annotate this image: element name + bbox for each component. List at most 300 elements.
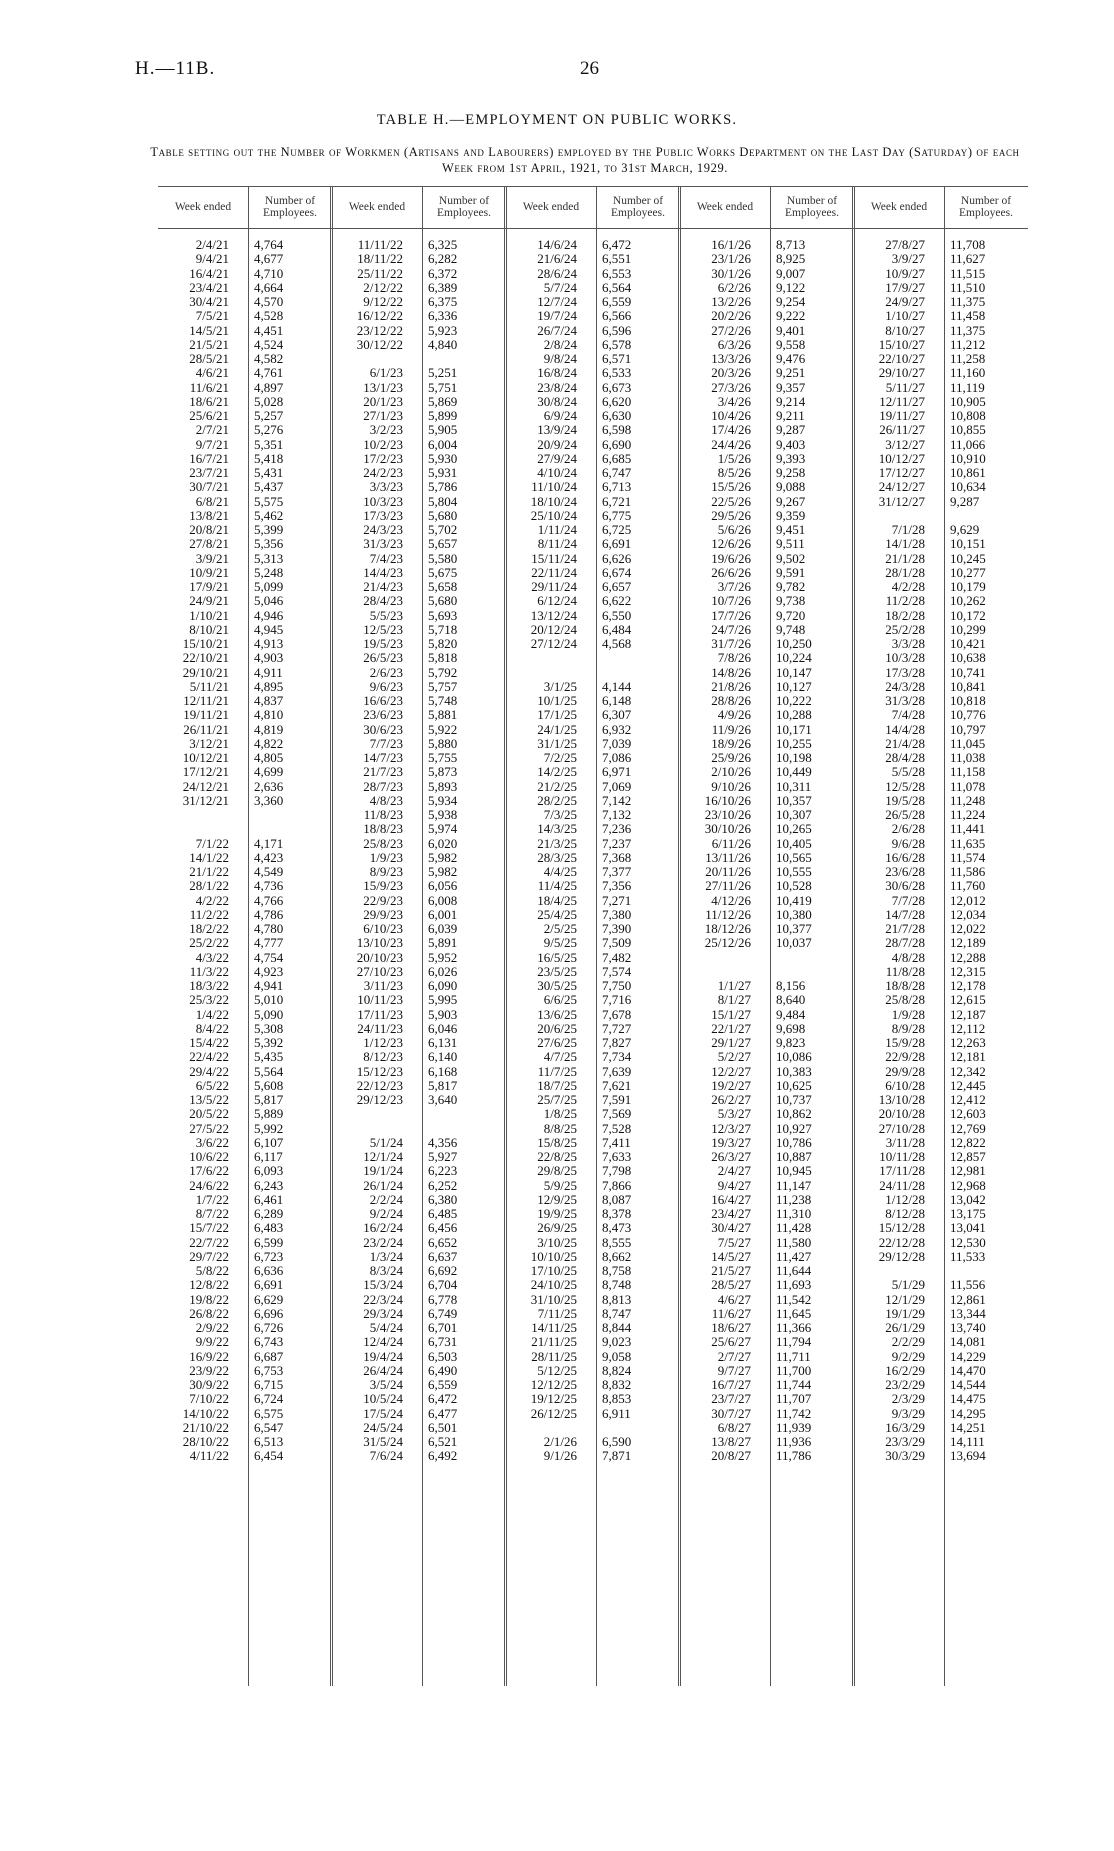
employees-cell: 10,449 bbox=[776, 764, 812, 780]
week-ended-cell: 14/1/22 bbox=[189, 849, 229, 865]
week-ended-cell: 18/2/28 bbox=[885, 607, 925, 623]
week-ended-cell: 15/9/23 bbox=[363, 878, 403, 894]
week-ended-cell: 10/4/26 bbox=[711, 408, 751, 423]
table-row bbox=[680, 1293, 854, 1307]
table-row bbox=[854, 466, 1028, 480]
week-ended-header: Week ended bbox=[870, 201, 928, 213]
week-ended-cell: 6/5/22 bbox=[195, 1077, 229, 1093]
table-row bbox=[854, 395, 1028, 409]
employees-cell: 11,556 bbox=[950, 1277, 986, 1293]
week-ended-cell: 8/9/23 bbox=[369, 864, 403, 879]
table-row bbox=[680, 1378, 854, 1392]
table-row bbox=[158, 552, 332, 566]
week-ended-cell: 29/4/22 bbox=[189, 1063, 229, 1079]
table-row bbox=[332, 623, 506, 637]
table-row bbox=[854, 423, 1028, 437]
employees-cell: 4,761 bbox=[254, 365, 284, 381]
employees-cell: 6,492 bbox=[428, 1448, 458, 1464]
table-row bbox=[506, 1079, 680, 1093]
table-row bbox=[332, 1022, 506, 1036]
employees-cell: 5,757 bbox=[428, 678, 458, 694]
table-row bbox=[854, 1435, 1028, 1449]
employees-cell: 6,461 bbox=[254, 1191, 284, 1207]
employees-cell: 6,223 bbox=[428, 1163, 458, 1179]
table-row bbox=[680, 1093, 854, 1107]
employees-cell: 6,547 bbox=[254, 1419, 284, 1435]
week-ended-cell: 28/6/24 bbox=[537, 265, 577, 281]
week-ended-cell: 11/6/27 bbox=[711, 1305, 751, 1321]
employees-cell: 4,423 bbox=[254, 849, 284, 865]
week-ended-cell: 10/12/27 bbox=[878, 450, 925, 466]
employees-cell: 6,721 bbox=[602, 493, 632, 509]
table-row bbox=[680, 338, 854, 352]
table-row bbox=[158, 708, 332, 722]
table-row bbox=[680, 751, 854, 765]
table-row bbox=[680, 1036, 854, 1050]
employees-header: Number of Employees. bbox=[959, 195, 1013, 219]
employees-cell: 10,086 bbox=[776, 1049, 812, 1065]
week-ended-cell: 28/7/23 bbox=[363, 778, 403, 794]
table-row bbox=[854, 452, 1028, 466]
week-ended-cell: 10/5/24 bbox=[363, 1391, 403, 1407]
week-ended-cell: 21/2/25 bbox=[537, 778, 577, 794]
table-row bbox=[332, 1435, 506, 1449]
table-row bbox=[506, 780, 680, 794]
table-row bbox=[680, 609, 854, 623]
table-row bbox=[332, 1350, 506, 1364]
employees-cell: 5,982 bbox=[428, 864, 458, 879]
employees-cell: 10,172 bbox=[950, 607, 986, 623]
table-row bbox=[680, 780, 854, 794]
employees-cell: 6,325 bbox=[428, 237, 458, 252]
table-row bbox=[158, 1107, 332, 1121]
week-ended-cell: 12/1/24 bbox=[363, 1149, 403, 1164]
week-ended-cell: 22/10/21 bbox=[182, 650, 229, 666]
table-row bbox=[158, 651, 332, 665]
employees-cell: 8,555 bbox=[602, 1234, 632, 1250]
employees-cell: 7,678 bbox=[602, 1006, 632, 1022]
table-row bbox=[332, 1193, 506, 1207]
employees-cell: 10,171 bbox=[776, 721, 812, 737]
week-ended-cell: 12/6/26 bbox=[711, 536, 751, 552]
table-row bbox=[332, 794, 506, 808]
employees-cell: 8,813 bbox=[602, 1291, 632, 1307]
employees-cell: 11,644 bbox=[776, 1263, 812, 1278]
table-row bbox=[680, 1264, 854, 1278]
week-ended-cell: 5/4/24 bbox=[369, 1320, 403, 1335]
employees-cell: 6,971 bbox=[602, 764, 632, 780]
table-row bbox=[680, 580, 854, 594]
week-ended-cell: 17/11/28 bbox=[879, 1163, 925, 1179]
week-ended-cell: 1/12/28 bbox=[885, 1191, 925, 1207]
week-ended-cell: 16/1/26 bbox=[711, 237, 751, 252]
week-ended-cell: 8/11/24 bbox=[537, 536, 577, 552]
week-ended-cell: 18/4/25 bbox=[537, 892, 577, 908]
table-row bbox=[332, 1065, 506, 1079]
employees-cell: 5,575 bbox=[254, 493, 284, 509]
table-row bbox=[854, 580, 1028, 594]
employees-cell: 11,375 bbox=[950, 322, 986, 338]
table-row bbox=[506, 666, 680, 680]
week-ended-cell: 21/7/28 bbox=[885, 921, 925, 936]
table-row bbox=[158, 879, 332, 893]
table-row bbox=[158, 737, 332, 751]
employees-cell: 6,652 bbox=[428, 1234, 458, 1250]
table-row bbox=[854, 1264, 1028, 1278]
week-ended-cell: 16/7/27 bbox=[711, 1377, 751, 1392]
employees-cell: 10,147 bbox=[776, 664, 812, 680]
employees-cell: 5,923 bbox=[428, 322, 458, 338]
employees-cell: 9,451 bbox=[776, 522, 806, 537]
employees-cell: 4,897 bbox=[254, 379, 284, 395]
week-ended-cell: 18/2/22 bbox=[189, 921, 229, 936]
employees-cell: 11,760 bbox=[950, 878, 986, 894]
employees-cell: 10,151 bbox=[950, 536, 986, 552]
employees-cell: 14,229 bbox=[950, 1348, 986, 1364]
table-row bbox=[332, 352, 506, 366]
table-row bbox=[506, 1193, 680, 1207]
employees-cell: 6,911 bbox=[602, 1405, 631, 1421]
table-row bbox=[854, 566, 1028, 580]
employees-header: Number of Employees. bbox=[437, 195, 491, 219]
employees-cell: 6,090 bbox=[428, 978, 458, 993]
employees-cell: 5,276 bbox=[254, 422, 284, 438]
employees-cell: 10,265 bbox=[776, 821, 812, 837]
employees-cell: 5,905 bbox=[428, 422, 458, 438]
week-ended-cell: 2/4/21 bbox=[195, 237, 229, 252]
employees-cell: 6,753 bbox=[254, 1362, 284, 1378]
employees-cell: 7,727 bbox=[602, 1020, 632, 1036]
employees-cell: 5,090 bbox=[254, 1006, 284, 1022]
employees-cell: 5,934 bbox=[428, 792, 458, 808]
table-column-group bbox=[332, 186, 506, 1686]
week-ended-cell: 27/6/25 bbox=[537, 1035, 577, 1050]
table-row bbox=[680, 1107, 854, 1121]
employees-cell: 7,368 bbox=[602, 849, 632, 865]
employees-cell: 4,699 bbox=[254, 764, 284, 780]
week-ended-cell: 28/1/22 bbox=[189, 878, 229, 894]
week-ended-cell: 12/4/24 bbox=[363, 1334, 403, 1350]
week-ended-cell: 14/5/27 bbox=[711, 1248, 751, 1264]
table-row bbox=[506, 352, 680, 366]
table-row bbox=[332, 495, 506, 509]
employees-cell: 5,437 bbox=[254, 479, 284, 495]
table-row bbox=[854, 594, 1028, 608]
table-row bbox=[506, 1136, 680, 1150]
table-row bbox=[158, 1435, 332, 1449]
table-row bbox=[158, 1122, 332, 1136]
employees-cell: 7,866 bbox=[602, 1177, 632, 1193]
week-ended-cell: 27/10/23 bbox=[356, 963, 403, 979]
table-row bbox=[158, 1164, 332, 1178]
table-row bbox=[158, 238, 332, 252]
week-ended-cell: 12/11/21 bbox=[183, 693, 229, 708]
week-ended-cell: 8/12/28 bbox=[885, 1206, 925, 1221]
employees-cell: 6,575 bbox=[254, 1405, 284, 1421]
employees-cell: 10,288 bbox=[776, 707, 812, 723]
table-row bbox=[506, 1392, 680, 1406]
table-row bbox=[332, 509, 506, 523]
week-ended-cell: 7/7/28 bbox=[891, 892, 925, 908]
employees-cell: 4,777 bbox=[254, 935, 284, 951]
table-row bbox=[332, 694, 506, 708]
employees-cell: 4,764 bbox=[254, 237, 284, 252]
employees-cell: 4,786 bbox=[254, 906, 284, 922]
table-row bbox=[332, 452, 506, 466]
week-ended-cell: 9/5/25 bbox=[543, 935, 577, 951]
employees-cell: 5,974 bbox=[428, 821, 458, 837]
employees-cell: 5,952 bbox=[428, 949, 458, 965]
employees-cell: 6,715 bbox=[254, 1377, 284, 1392]
employees-cell: 6,566 bbox=[602, 308, 632, 324]
table-row bbox=[854, 309, 1028, 323]
employees-header: Number of Employees. bbox=[263, 195, 317, 219]
employees-cell: 5,099 bbox=[254, 579, 284, 594]
employees-cell: 10,127 bbox=[776, 678, 812, 694]
week-ended-cell: 21/3/25 bbox=[537, 835, 577, 851]
table-row bbox=[332, 1250, 506, 1264]
week-ended-cell: 20/6/25 bbox=[537, 1020, 577, 1036]
week-ended-cell: 31/12/21 bbox=[182, 792, 229, 808]
week-ended-cell: 10/3/28 bbox=[885, 650, 925, 666]
week-ended-cell: 11/11/22 bbox=[357, 237, 403, 252]
week-ended-cell: 23/6/23 bbox=[363, 707, 403, 723]
employees-cell: 10,887 bbox=[776, 1149, 812, 1164]
table-row bbox=[680, 1022, 854, 1036]
table-row bbox=[158, 366, 332, 380]
employees-cell: 12,968 bbox=[950, 1177, 986, 1193]
week-ended-cell: 8/5/26 bbox=[717, 465, 751, 480]
employees-cell: 6,140 bbox=[428, 1049, 458, 1065]
employees-cell: 6,578 bbox=[602, 336, 632, 352]
table-row bbox=[158, 281, 332, 295]
employees-cell: 10,625 bbox=[776, 1077, 812, 1093]
table-row bbox=[158, 1150, 332, 1164]
table-row bbox=[506, 366, 680, 380]
week-ended-cell: 24/3/23 bbox=[363, 522, 403, 537]
table-row bbox=[680, 1164, 854, 1178]
employees-cell: 5,658 bbox=[428, 579, 458, 594]
employees-cell: 6,724 bbox=[254, 1391, 284, 1407]
employees-cell: 8,662 bbox=[602, 1248, 632, 1264]
employees-cell: 9,393 bbox=[776, 450, 806, 466]
employees-cell: 5,982 bbox=[428, 849, 458, 865]
table-row bbox=[332, 965, 506, 979]
employees-cell: 11,212 bbox=[950, 336, 986, 352]
week-ended-cell: 19/3/27 bbox=[711, 1134, 751, 1150]
table-row bbox=[680, 794, 854, 808]
employees-cell: 11,515 bbox=[950, 265, 986, 281]
employees-cell: 5,903 bbox=[428, 1006, 458, 1022]
table-row bbox=[680, 1321, 854, 1335]
table-row bbox=[506, 623, 680, 637]
table-row bbox=[158, 324, 332, 338]
table-row bbox=[854, 1036, 1028, 1050]
employees-cell: 4,356 bbox=[428, 1134, 458, 1150]
week-ended-cell: 29/11/24 bbox=[531, 579, 577, 594]
employees-cell: 6,008 bbox=[428, 892, 458, 908]
employees-cell: 5,889 bbox=[254, 1106, 284, 1122]
week-ended-cell: 18/8/28 bbox=[885, 978, 925, 993]
week-ended-cell: 1/10/27 bbox=[885, 308, 925, 324]
table-row bbox=[506, 1293, 680, 1307]
employees-cell: 5,992 bbox=[254, 1120, 284, 1136]
table-row bbox=[332, 1449, 506, 1463]
table-row bbox=[506, 1364, 680, 1378]
table-column-group bbox=[506, 186, 680, 1686]
table-row bbox=[506, 381, 680, 395]
table-row bbox=[506, 1378, 680, 1392]
table-row bbox=[158, 423, 332, 437]
week-ended-cell: 30/5/25 bbox=[537, 978, 577, 993]
table-row bbox=[506, 751, 680, 765]
employees-cell: 4,171 bbox=[254, 835, 284, 851]
employees-cell: 4,840 bbox=[428, 336, 458, 352]
week-ended-cell: 26/1/24 bbox=[363, 1177, 403, 1193]
table-row bbox=[854, 324, 1028, 338]
employees-cell: 7,591 bbox=[602, 1092, 632, 1107]
employees-cell: 10,222 bbox=[776, 693, 812, 708]
week-ended-cell: 3/9/27 bbox=[891, 251, 925, 267]
employees-cell: 10,198 bbox=[776, 750, 812, 765]
table-row bbox=[158, 1079, 332, 1093]
employees-cell: 14,544 bbox=[950, 1377, 986, 1392]
table-row bbox=[332, 1036, 506, 1050]
week-ended-cell: 9/2/29 bbox=[891, 1348, 925, 1364]
table-row bbox=[854, 1164, 1028, 1178]
table-row bbox=[506, 1150, 680, 1164]
week-ended-cell: 26/9/25 bbox=[537, 1220, 577, 1236]
week-ended-cell: 12/5/28 bbox=[885, 778, 925, 794]
table-row bbox=[680, 252, 854, 266]
week-ended-cell: 27/5/22 bbox=[189, 1120, 229, 1136]
table-row bbox=[854, 694, 1028, 708]
week-ended-cell: 7/8/26 bbox=[717, 650, 751, 666]
week-ended-cell: 2/9/22 bbox=[195, 1320, 229, 1335]
week-ended-cell: 2/7/27 bbox=[717, 1348, 751, 1364]
employees-cell: 12,603 bbox=[950, 1106, 986, 1122]
table-row bbox=[854, 1093, 1028, 1107]
table-row bbox=[158, 822, 332, 836]
week-ended-cell: 4/4/25 bbox=[543, 864, 577, 879]
employees-cell: 10,910 bbox=[950, 450, 986, 466]
week-ended-cell: 15/8/25 bbox=[537, 1134, 577, 1150]
employees-cell: 6,372 bbox=[428, 265, 458, 281]
employees-cell: 6,673 bbox=[602, 379, 632, 395]
table-row bbox=[506, 837, 680, 851]
employees-cell: 10,818 bbox=[950, 693, 986, 708]
table-row bbox=[680, 922, 854, 936]
employees-cell: 6,456 bbox=[428, 1220, 458, 1236]
employees-cell: 12,530 bbox=[950, 1234, 986, 1250]
week-ended-cell: 31/12/27 bbox=[878, 493, 925, 509]
employees-cell: 11,238 bbox=[776, 1191, 812, 1207]
week-ended-cell: 15/10/21 bbox=[182, 636, 229, 651]
employees-cell: 11,627 bbox=[950, 251, 986, 267]
employees-cell: 7,411 bbox=[602, 1134, 631, 1150]
employees-cell: 12,178 bbox=[950, 978, 986, 993]
table-row bbox=[854, 1250, 1028, 1264]
week-ended-cell: 11/9/26 bbox=[711, 721, 751, 737]
group-double-rule bbox=[330, 186, 333, 1686]
week-ended-cell: 25/6/21 bbox=[189, 408, 229, 423]
week-ended-cell: 13/6/25 bbox=[537, 1006, 577, 1022]
employees-cell: 10,224 bbox=[776, 650, 812, 666]
table-row bbox=[854, 537, 1028, 551]
employees-cell: 6,743 bbox=[254, 1334, 284, 1350]
week-ended-cell: 30/4/21 bbox=[189, 294, 229, 309]
week-ended-cell: 1/9/28 bbox=[891, 1006, 925, 1022]
table-row bbox=[506, 1107, 680, 1121]
table-row bbox=[680, 708, 854, 722]
table-row bbox=[332, 780, 506, 794]
employees-cell: 10,855 bbox=[950, 422, 986, 438]
employees-cell: 9,254 bbox=[776, 294, 806, 309]
table-row bbox=[158, 666, 332, 680]
week-ended-cell: 14/2/25 bbox=[537, 764, 577, 780]
table-row bbox=[680, 238, 854, 252]
employees-cell: 5,657 bbox=[428, 536, 458, 552]
table-row bbox=[158, 466, 332, 480]
week-ended-cell: 29/3/24 bbox=[363, 1305, 403, 1321]
employees-cell: 6,503 bbox=[428, 1348, 458, 1364]
table-row bbox=[680, 1065, 854, 1079]
table-row bbox=[680, 865, 854, 879]
table-row bbox=[680, 552, 854, 566]
employees-cell: 6,726 bbox=[254, 1320, 284, 1335]
table-row bbox=[854, 1421, 1028, 1435]
week-ended-cell: 14/1/28 bbox=[885, 536, 925, 552]
week-ended-cell: 20/8/21 bbox=[189, 522, 229, 537]
week-ended-cell: 6/1/23 bbox=[369, 365, 403, 381]
employees-cell: 5,680 bbox=[428, 507, 458, 523]
table-row bbox=[332, 466, 506, 480]
employees-cell: 14,470 bbox=[950, 1362, 986, 1378]
week-ended-cell: 9/9/22 bbox=[195, 1334, 229, 1350]
employees-cell: 11,742 bbox=[776, 1405, 812, 1421]
table-row bbox=[158, 794, 332, 808]
table-row bbox=[854, 552, 1028, 566]
employees-cell: 11,580 bbox=[776, 1234, 812, 1250]
employees-cell: 12,861 bbox=[950, 1291, 986, 1307]
week-ended-cell: 27/8/21 bbox=[189, 536, 229, 552]
table-row bbox=[680, 281, 854, 295]
week-ended-cell: 10/6/22 bbox=[189, 1149, 229, 1164]
employees-cell: 4,524 bbox=[254, 336, 284, 352]
table-row bbox=[854, 908, 1028, 922]
week-ended-cell: 17/2/23 bbox=[363, 450, 403, 466]
week-ended-cell: 6/10/28 bbox=[885, 1077, 925, 1093]
week-ended-cell: 1/11/24 bbox=[537, 522, 577, 537]
table-row bbox=[854, 922, 1028, 936]
table-row bbox=[854, 723, 1028, 737]
table-row bbox=[680, 723, 854, 737]
employees-cell: 11,119 bbox=[950, 379, 985, 395]
table-row bbox=[680, 566, 854, 580]
employees-cell: 6,630 bbox=[602, 408, 632, 423]
week-ended-cell: 4/7/25 bbox=[543, 1049, 577, 1065]
week-ended-cell: 19/4/24 bbox=[363, 1348, 403, 1364]
week-ended-cell: 24/3/28 bbox=[885, 678, 925, 694]
table-row bbox=[680, 1307, 854, 1321]
table-row bbox=[158, 1050, 332, 1064]
table-row bbox=[680, 1050, 854, 1064]
week-ended-cell: 1/12/23 bbox=[363, 1035, 403, 1050]
week-ended-cell: 16/4/27 bbox=[711, 1191, 751, 1207]
table-row bbox=[854, 238, 1028, 252]
employees-cell: 4,528 bbox=[254, 308, 284, 324]
table-row bbox=[332, 680, 506, 694]
